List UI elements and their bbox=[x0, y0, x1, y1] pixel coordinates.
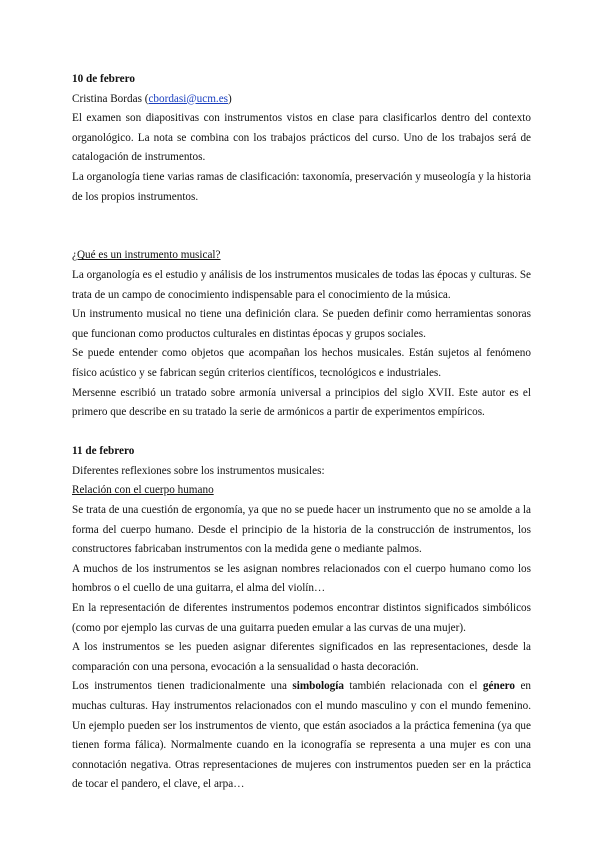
paragraph-ergonomics: Se trata de una cuestión de ergonomía, ya que no se puede hacer un instrumento que no se amolde a la forma del cuerpo humano. Desde el principio de la historia de la construcción de instrumentos, los constructores fabricaban instrumentos con la medida gene o mediante palmos. bbox=[72, 504, 531, 556]
term-genero: género bbox=[482, 680, 516, 693]
paragraph-gender bbox=[72, 677, 531, 795]
spacer bbox=[72, 227, 531, 247]
paragraph-meanings: A los instrumentos se les pueden asignar diferentes significados en las representaciones, desde la comparación con una persona, evocación a la sensualidad o hasta decoración. bbox=[72, 641, 531, 673]
paragraph-branches: La organología tiene varias ramas de clasificación: taxonomía, preservación y museología y la historia de los propios instrumentos. bbox=[72, 170, 531, 203]
paragraph-symbolic: En la representación de diferentes instrumentos podemos encontrar distintos significados simbólicos (como por ejemplo las curvas de una guitarra pueden emular a las curvas de una mujer). bbox=[72, 602, 531, 634]
author-close: ) bbox=[228, 92, 232, 105]
paragraph-objects: Se puede entender como objetos que acompañan los hechos musicales. Están sujetos al fenómeno físico acústico y se fabrican según criterios científicos, tecnológicos e industriales. bbox=[72, 347, 531, 379]
term-simbologia: simbología bbox=[292, 680, 344, 693]
question-heading: ¿Qué es un instrumento musical? bbox=[72, 249, 221, 262]
gender-text-d: en muchas culturas. Hay instrumentos relacionados con el mundo masculino y con el mundo femenino. Un ejemplo pueden ser los instrumentos de viento, que están asociados a la práctica femenina (ya que tienen forma fálica). Normalmente cuando en la iconografía se representa a una mujer es con una connotación negativa. Otras representaciones de mujeres con instrumentos pueden ser en la práctica de tocar el pandero, el clave, el arpa… bbox=[72, 680, 531, 791]
author-name: Cristina Bordas ( bbox=[72, 92, 149, 105]
date-heading-11-feb: 11 de febrero bbox=[72, 445, 135, 458]
paragraph-definition: Un instrumento musical no tiene una definición clara. Se pueden definir como herramientas sonoras que funcionan como productos culturales en distintas épocas y grupos sociales. bbox=[72, 308, 531, 340]
spacer bbox=[72, 207, 531, 227]
gender-text-c: también relacionada con el bbox=[343, 680, 483, 693]
paragraph-body-names: A muchos de los instrumentos se les asignan nombres relacionados con el cuerpo humano como los hombros o el cuello de una guitarra, el alma del violín… bbox=[72, 562, 531, 595]
subheading-body: Relación con el cuerpo humano bbox=[72, 484, 214, 497]
paragraph-mersenne: Mersenne escribió un tratado sobre armonía universal a principios del siglo XVII. Este autor es el primero que describe en su tratado la serie de armónicos a partir de experimentos empíricos. bbox=[72, 386, 531, 419]
paragraph-exam: El examen son diapositivas con instrumentos vistos en clase para clasificarlos dentro del contexto organológico. La nota se combina con los trabajos prácticos del curso. Uno de los trabajos será de catalogación de instrumentos. bbox=[72, 112, 531, 164]
date-heading-10-feb: 10 de febrero bbox=[72, 73, 135, 85]
spacer bbox=[72, 423, 531, 443]
author-line bbox=[72, 90, 531, 110]
gender-text-a: Los instrumentos tienen tradicionalmente una bbox=[72, 680, 293, 693]
paragraph-intro: Diferentes reflexiones sobre los instrumentos musicales: bbox=[72, 464, 325, 477]
paragraph-organology: La organología es el estudio y análisis de los instrumentos musicales de todas las épocas y culturas. Se trata de un campo de conocimiento indispensable para el conocimiento de la música. bbox=[72, 268, 532, 301]
author-email-link[interactable]: cbordasi@ucm.es bbox=[148, 92, 229, 105]
